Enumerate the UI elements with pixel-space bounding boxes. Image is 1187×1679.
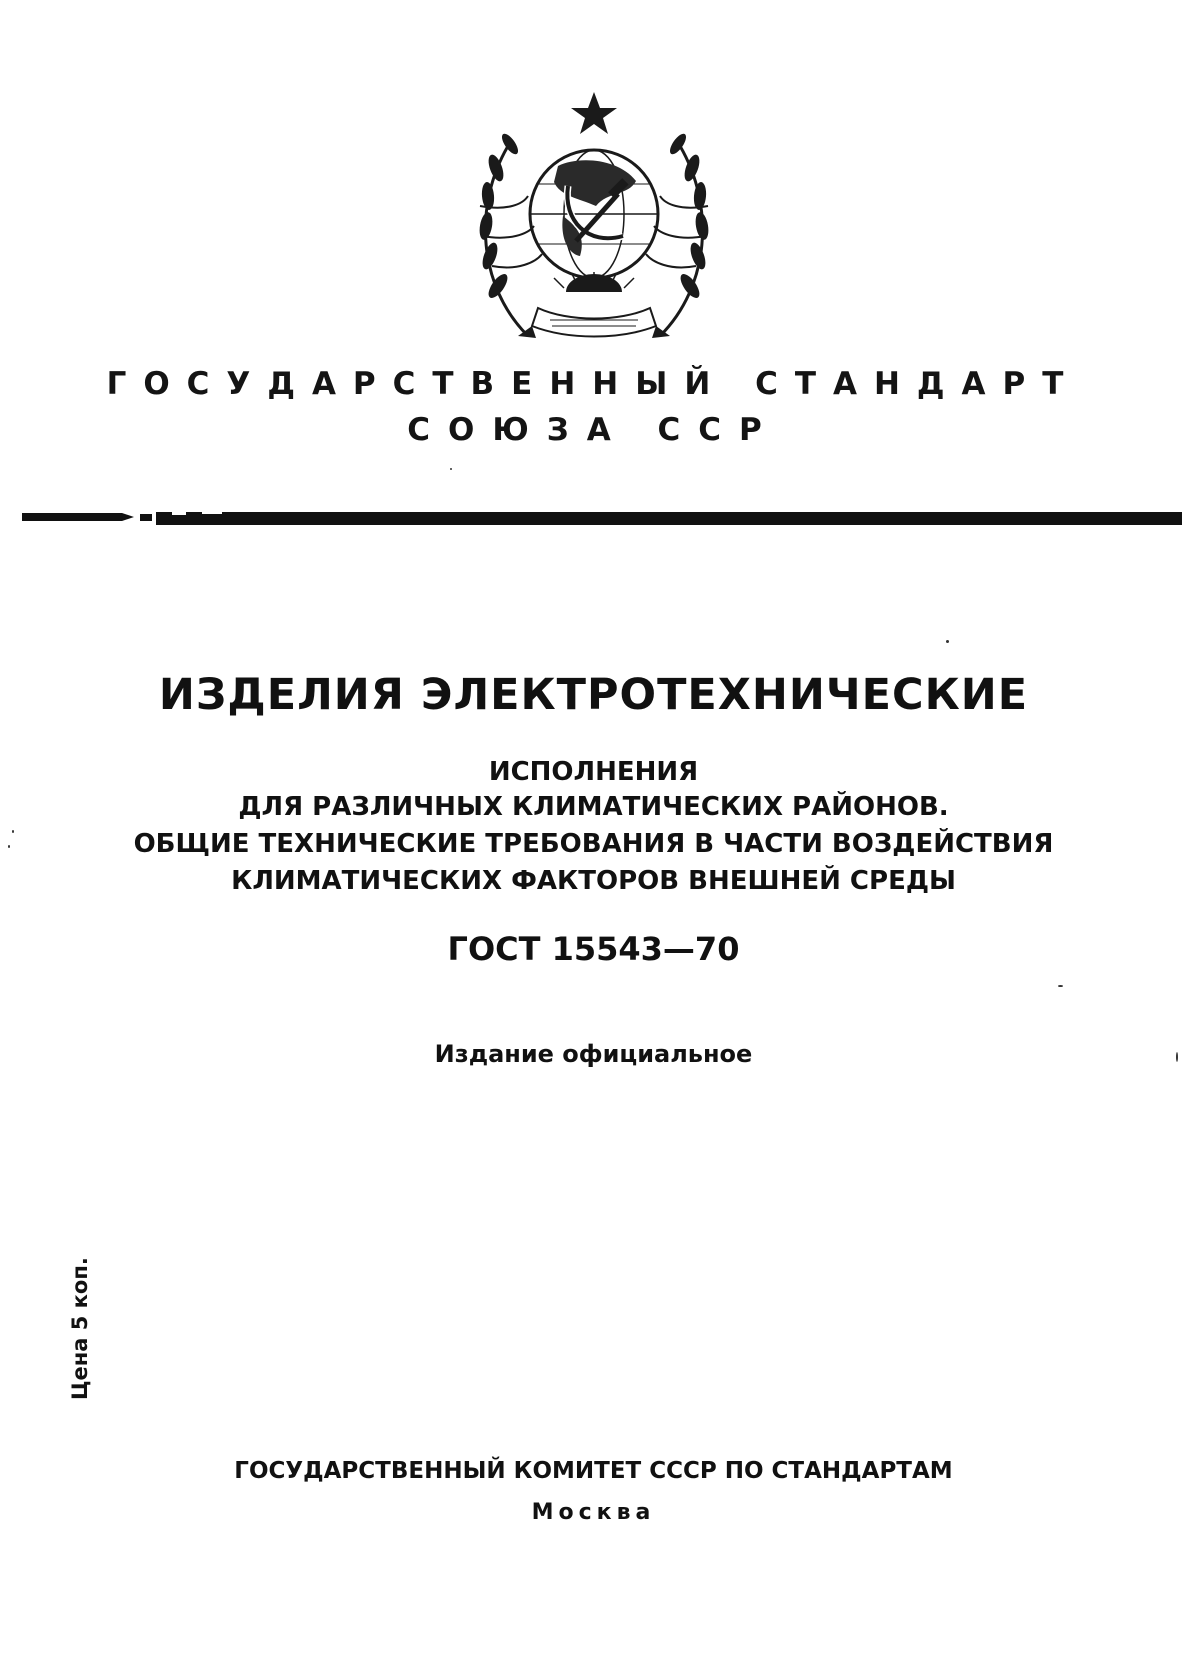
- subtitle-line-1: ИСПОЛНЕНИЯ: [488, 757, 699, 787]
- publication-city: Москва: [531, 1500, 656, 1525]
- gost-number: ГОСТ 15543—70: [447, 930, 740, 968]
- edition-label: Издание официальное: [434, 1040, 753, 1068]
- scan-speck: [1058, 985, 1063, 987]
- scan-speck: [12, 830, 14, 833]
- scan-speck: [946, 640, 949, 643]
- subtitle-line-2: ДЛЯ РАЗЛИЧНЫХ КЛИМАТИЧЕСКИХ РАЙОНОВ.: [238, 792, 949, 822]
- scan-speck: [8, 845, 10, 848]
- document-title: ИЗДЕЛИЯ ЭЛЕКТРОТЕХНИЧЕСКИЕ: [158, 670, 1029, 720]
- scan-speck: [450, 468, 452, 470]
- header-divider-rule: [22, 512, 1182, 528]
- header-union-line: СОЮЗА ССР: [407, 412, 780, 448]
- header-standard-line: ГОСУДАРСТВЕННЫЙ СТАНДАРТ: [106, 366, 1081, 402]
- scan-speck: [1176, 1052, 1178, 1062]
- subtitle-line-3: ОБЩИЕ ТЕХНИЧЕСКИЕ ТРЕБОВАНИЯ В ЧАСТИ ВОЗДЕЙСТВИЯ: [133, 829, 1054, 859]
- publisher-name: ГОСУДАРСТВЕННЫЙ КОМИТЕТ СССР ПО СТАНДАРТАМ: [234, 1458, 953, 1484]
- price-label: Цена 5 коп.: [68, 1257, 92, 1400]
- ussr-state-emblem-icon: [468, 86, 720, 346]
- subtitle-line-4: КЛИМАТИЧЕСКИХ ФАКТОРОВ ВНЕШНЕЙ СРЕДЫ: [231, 866, 956, 896]
